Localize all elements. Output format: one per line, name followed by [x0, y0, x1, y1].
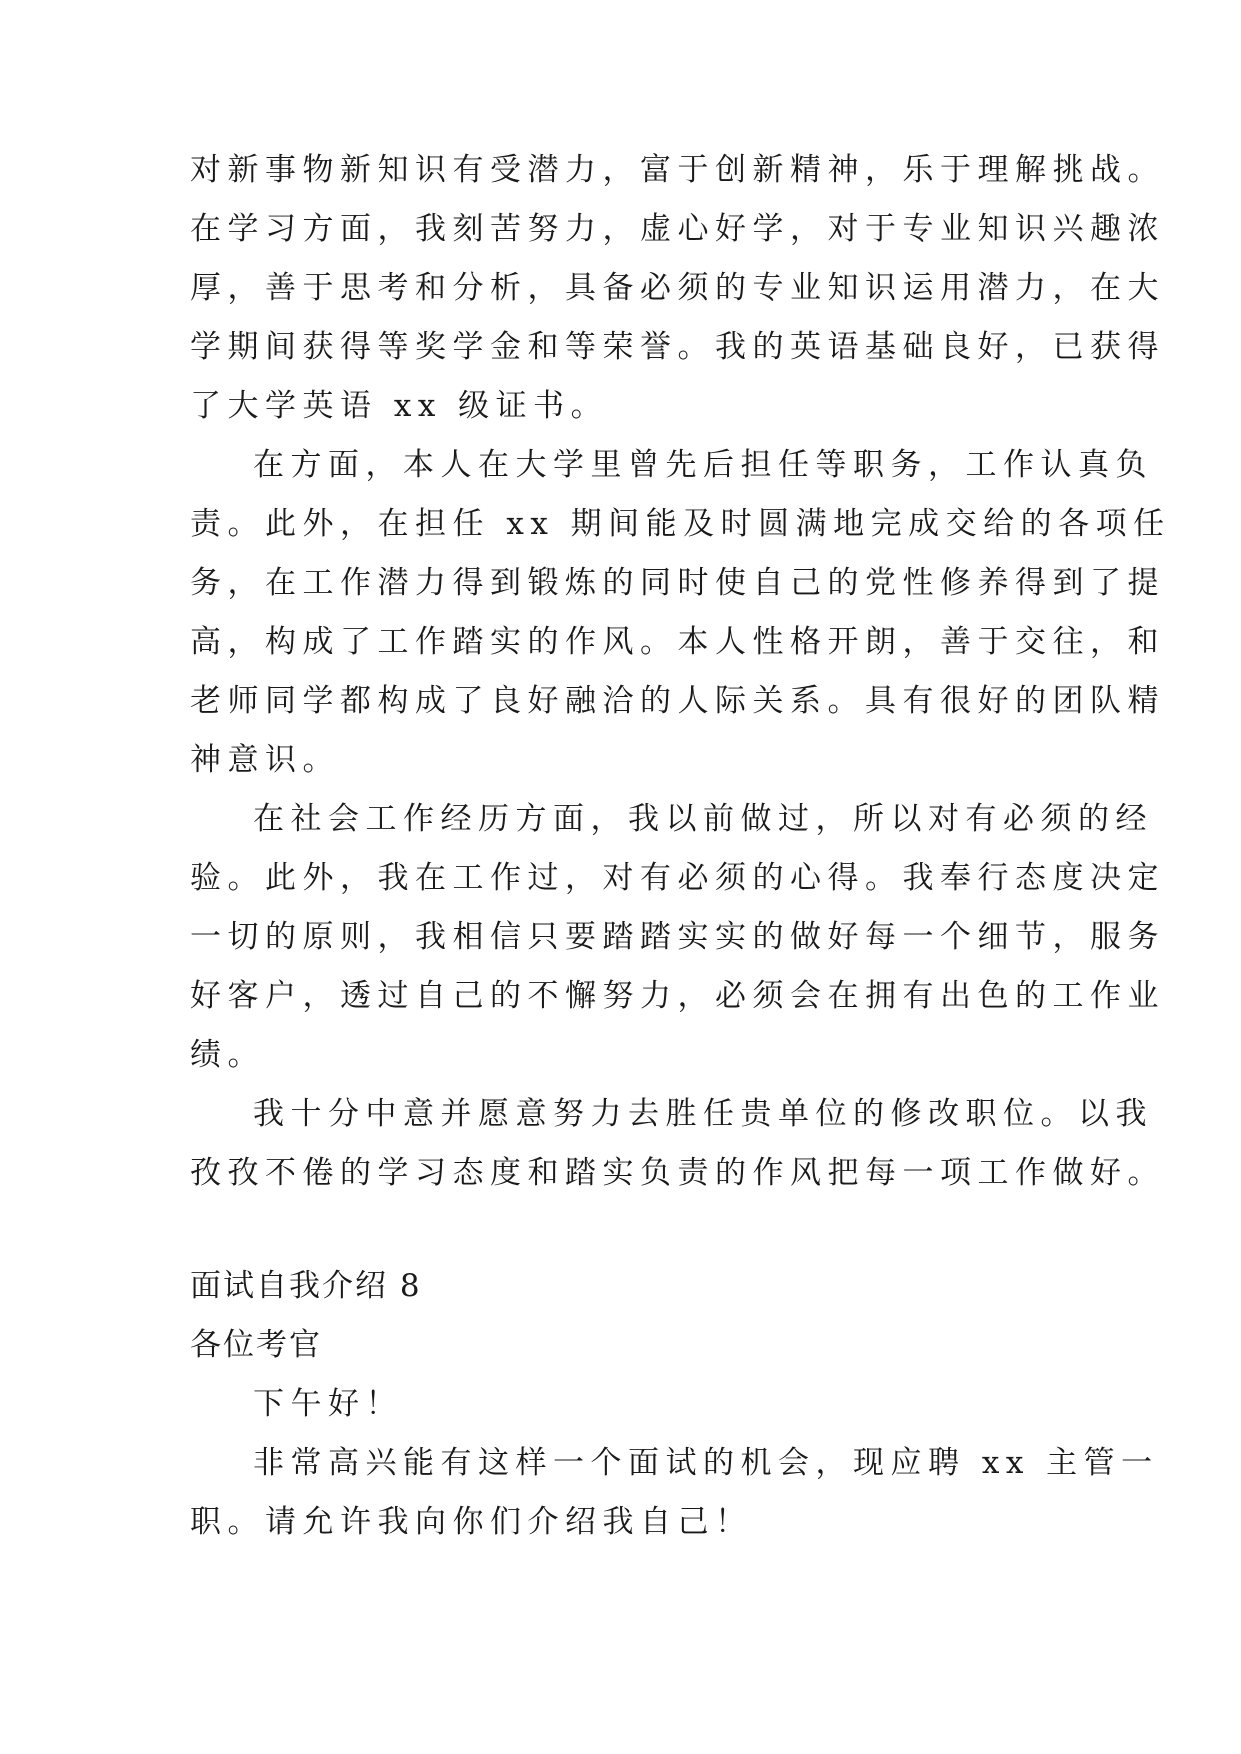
section-title: 面试自我介绍 8	[190, 1268, 422, 1304]
intro-line-1: 非常高兴能有这样一个面试的机会，现应聘 xx 主管一	[253, 1445, 1159, 1481]
paragraph-2-line-4: 高，构成了工作踏实的作风。本人性格开朗，善于交往，和	[190, 624, 1165, 660]
paragraph-3-line-2: 验。此外，我在工作过，对有必须的心得。我奉行态度决定	[190, 860, 1165, 896]
paragraph-1-line-4: 学期间获得等奖学金和等荣誉。我的英语基础良好，已获得	[190, 329, 1165, 365]
paragraph-1-line-5: 了大学英语 xx 级证书。	[190, 388, 609, 424]
paragraph-2-line-5: 老师同学都构成了良好融洽的人际关系。具有很好的团队精	[190, 683, 1165, 719]
paragraph-3-line-1: 在社会工作经历方面，我以前做过，所以对有必须的经	[253, 801, 1153, 837]
paragraph-4-line-1: 我十分中意并愿意努力去胜任贵单位的修改职位。以我	[253, 1096, 1153, 1132]
paragraph-1-line-2: 在学习方面，我刻苦努力，虚心好学，对于专业知识兴趣浓	[190, 211, 1165, 247]
greeting: 下午好！	[253, 1386, 403, 1422]
paragraph-2-line-3: 务，在工作潜力得到锻炼的同时使自己的党性修养得到了提	[190, 565, 1165, 601]
paragraph-1-line-3: 厚，善于思考和分析，具备必须的专业知识运用潜力，在大	[190, 270, 1165, 306]
salutation: 各位考官	[190, 1327, 322, 1363]
paragraph-1-line-1: 对新事物新知识有受潜力，富于创新精神，乐于理解挑战。	[190, 152, 1165, 188]
paragraph-2-line-6: 神意识。	[190, 742, 340, 778]
paragraph-4-line-2: 孜孜不倦的学习态度和踏实负责的作风把每一项工作做好。	[190, 1155, 1165, 1191]
paragraph-3-line-4: 好客户，透过自己的不懈努力，必须会在拥有出色的工作业	[190, 978, 1165, 1014]
intro-line-2: 职。请允许我向你们介绍我自己！	[190, 1504, 753, 1540]
paragraph-2-line-1: 在方面，本人在大学里曾先后担任等职务，工作认真负	[253, 447, 1153, 483]
paragraph-2-line-2: 责。此外，在担任 xx 期间能及时圆满地完成交给的各项任	[190, 506, 1171, 542]
paragraph-3-line-5: 绩。	[190, 1037, 265, 1073]
paragraph-3-line-3: 一切的原则，我相信只要踏踏实实的做好每一个细节，服务	[190, 919, 1165, 955]
